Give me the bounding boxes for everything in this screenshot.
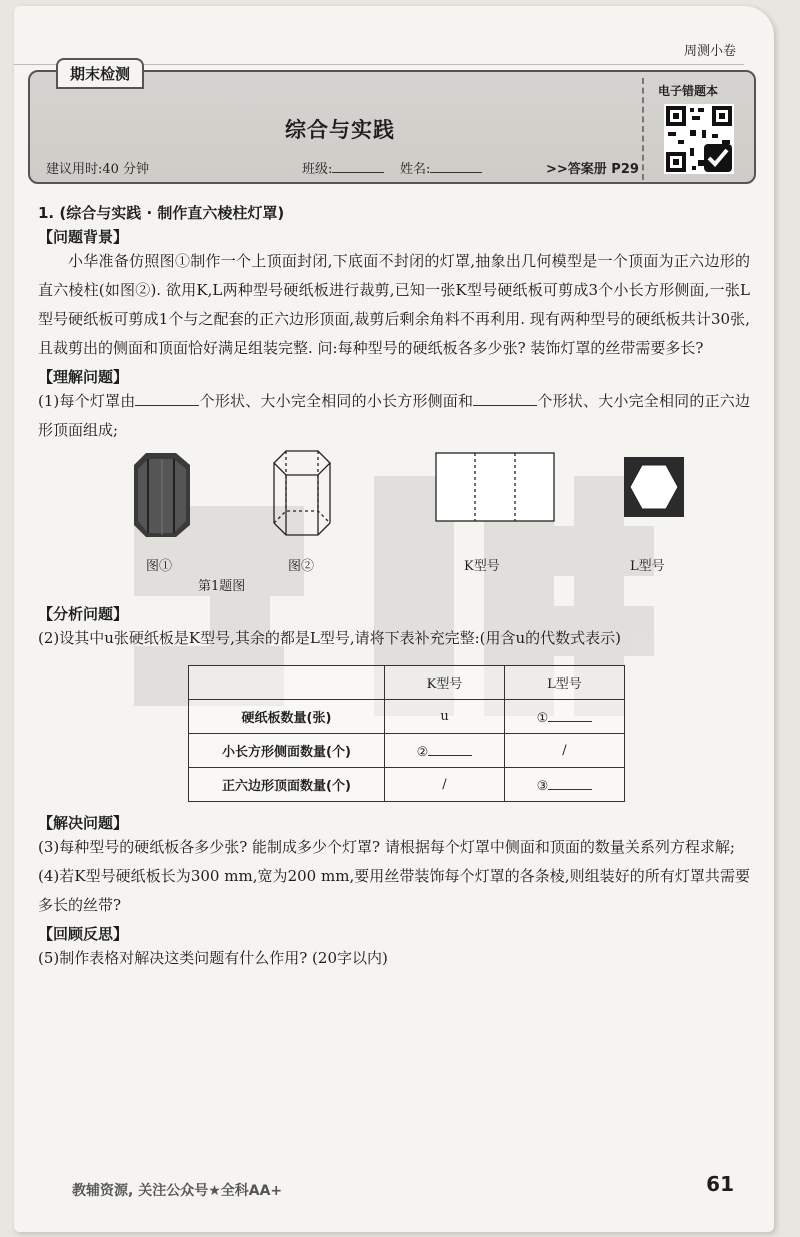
test-header [28, 65, 756, 184]
q1-part-b: 个形状、大小完全相同的小长方形侧面和 [199, 392, 474, 410]
col-l-header: L型号 [505, 666, 625, 700]
table-row [189, 768, 625, 802]
col-k-header: K型号 [385, 666, 505, 700]
fig1-lampshade [134, 453, 190, 537]
blank-3-marker: ③ [536, 778, 549, 794]
qr-label: 电子错题本 [658, 84, 719, 98]
l-board-label: L型号 [630, 559, 665, 574]
section-solve: 【解决问题】 [38, 814, 129, 832]
section-background: 【问题背景】 [38, 228, 129, 246]
class-blank [332, 161, 384, 173]
cell-l-sides: / [505, 734, 625, 768]
page-number: 61 [706, 1172, 734, 1196]
section-analyze: 【分析问题】 [38, 605, 129, 623]
cell-l-tops[interactable] [505, 768, 625, 802]
q1-part-a: (1)每个灯罩由 [38, 392, 136, 410]
q1-part-c: 个形状、大小完全相同的正六边形顶面组成; [38, 392, 750, 439]
question-2: (2)设其中u张硬纸板是K型号,其余的都是L型号,请将下表补充完整:(用含u的代数式表示) [38, 629, 622, 647]
row-side-count: 小长方形侧面数量(个) [189, 734, 385, 768]
l-board [624, 457, 684, 517]
table-corner [189, 666, 385, 700]
qr-code-icon [664, 104, 734, 174]
header-tab: 期末检测 [56, 58, 144, 89]
answer-blank-2[interactable] [428, 742, 472, 756]
class-field [302, 158, 384, 177]
question-4: (4)若K型号硬纸板长为300 mm,宽为200 mm,要用丝带装饰每个灯罩的各条棱,则组装好的所有灯罩共需要多长的丝带? [38, 867, 750, 914]
q1-blank-tops[interactable] [473, 392, 537, 406]
answer-blank-3[interactable] [548, 776, 592, 790]
class-label: 班级: [302, 162, 333, 177]
footer-note: 教辅资源, 关注公众号★全科AA+ [72, 1183, 283, 1199]
question-title: (综合与实践 · 制作直六棱柱灯罩) [59, 204, 285, 222]
page [14, 6, 774, 1232]
question-3: (3)每种型号的硬纸板各多少张? 能制成多少个灯罩? 请根据每个灯罩中侧面和顶面的数量关系列方程求解; [38, 838, 735, 856]
question-figure [38, 449, 750, 594]
answer-reference: >>答案册 P29 [546, 162, 639, 177]
data-table [188, 665, 625, 802]
suggested-time: 建议用时:40 分钟 [46, 162, 150, 177]
figure-caption: 第1题图 [198, 579, 246, 594]
section-understand: 【理解问题】 [38, 368, 129, 386]
question-heading [38, 202, 750, 223]
question-1 [38, 387, 750, 445]
background-text: 小华准备仿照图①制作一个上顶面封闭,下底面不封闭的灯罩,抽象出几何模型是一个顶面为正六边形的直六棱柱(如图②). 欲用K,L两种型号硬纸板进行裁剪,已知一张K型号硬纸板可剪成3个小长方形侧面,一张L型号硬纸板可剪成1个与之配套的正六边形顶面,裁剪后剩余角料不再利用. 现有两种型号的硬纸板共计30张,且裁剪出的侧面和顶面恰好满足组装完整. 问:每种型号的硬纸板各多少张? 装饰灯罩的丝带需要多长? [38, 252, 750, 357]
question-content [38, 202, 750, 973]
section-review: 【回顾反思】 [38, 925, 129, 943]
cell-l-boards[interactable] [505, 700, 625, 734]
corner-tag: 周测小卷 [683, 44, 736, 59]
fig1-label: 图① [146, 559, 173, 574]
cell-k-boards: u [385, 700, 505, 734]
q1-blank-sides[interactable] [135, 392, 199, 406]
table-row [189, 734, 625, 768]
cell-k-tops: / [385, 768, 505, 802]
cell-k-sides[interactable] [385, 734, 505, 768]
page-title: 综合与实践 [285, 118, 395, 142]
blank-1-marker: ① [536, 710, 549, 726]
k-board-label: K型号 [464, 559, 500, 574]
fig2-hex-prism [274, 451, 330, 535]
fig2-label: 图② [288, 559, 315, 574]
k-board [436, 453, 554, 521]
table-row [189, 700, 625, 734]
question-5: (5)制作表格对解决这类问题有什么作用? (20字以内) [38, 949, 388, 967]
blank-2-marker: ② [416, 744, 429, 760]
name-field [400, 158, 482, 177]
name-label: 姓名: [400, 162, 431, 177]
answer-blank-1[interactable] [548, 708, 592, 722]
question-number: 1. [38, 204, 55, 222]
qr-area [642, 78, 748, 180]
table-header-row [189, 666, 625, 700]
row-top-count: 正六边形顶面数量(个) [189, 768, 385, 802]
name-blank [430, 161, 482, 173]
row-board-count: 硬纸板数量(张) [189, 700, 385, 734]
